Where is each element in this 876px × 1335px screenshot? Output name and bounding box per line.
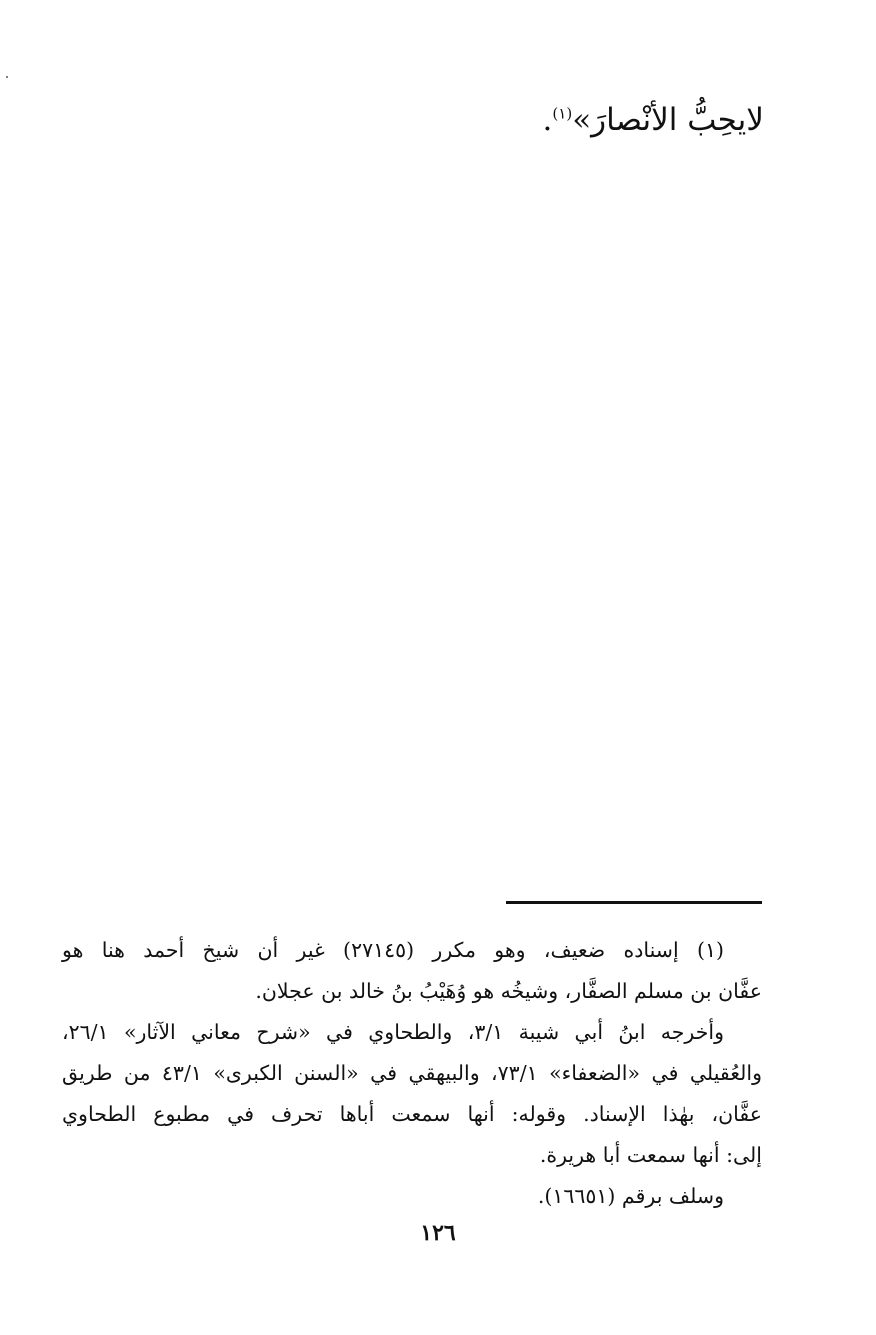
footnote-line-1: (١) إسناده ضعيف، وهو مكرر (٢٧١٤٥) غير أن شيخ أحمد هنا هو: [62, 938, 724, 962]
main-text-line: [543, 98, 764, 142]
scan-speck: [6, 76, 8, 78]
footnote-line-5: عفَّان، بهٰذا الإسناد. وقوله: أنها سمعت أباها تحرف في مطبوع الطحاوي: [62, 1102, 762, 1126]
footnote-line-6: إلى: أنها سمعت أبا هريرة.: [539, 1143, 762, 1167]
footnote-reference: (١): [552, 104, 573, 123]
main-text-period: .: [542, 102, 553, 138]
page-number: ١٢٦: [420, 1220, 456, 1246]
footnote-line-2: عفَّان بن مسلم الصفَّار، وشيخُه هو وُهَيْبُ بنُ خالد بن عجلان.: [255, 979, 762, 1003]
footnote-line-7: وسلف برقم (١٦٦٥١).: [537, 1184, 724, 1208]
footnote-line-4: والعُقيلي في «الضعفاء» ٧٣/١، والبيهقي في «السنن الكبرى» ٤٣/١ من طريق: [62, 1061, 762, 1085]
footnotes-block: [62, 930, 762, 1217]
footnote-separator: [506, 901, 762, 904]
main-text: لايحِبُّ الأنْصارَ»: [572, 102, 764, 138]
footnote-line-3: وأخرجه ابنُ أبي شيبة ٣/١، والطحاوي في «شرح معاني الآثار» ٢٦/١،: [62, 1020, 725, 1044]
